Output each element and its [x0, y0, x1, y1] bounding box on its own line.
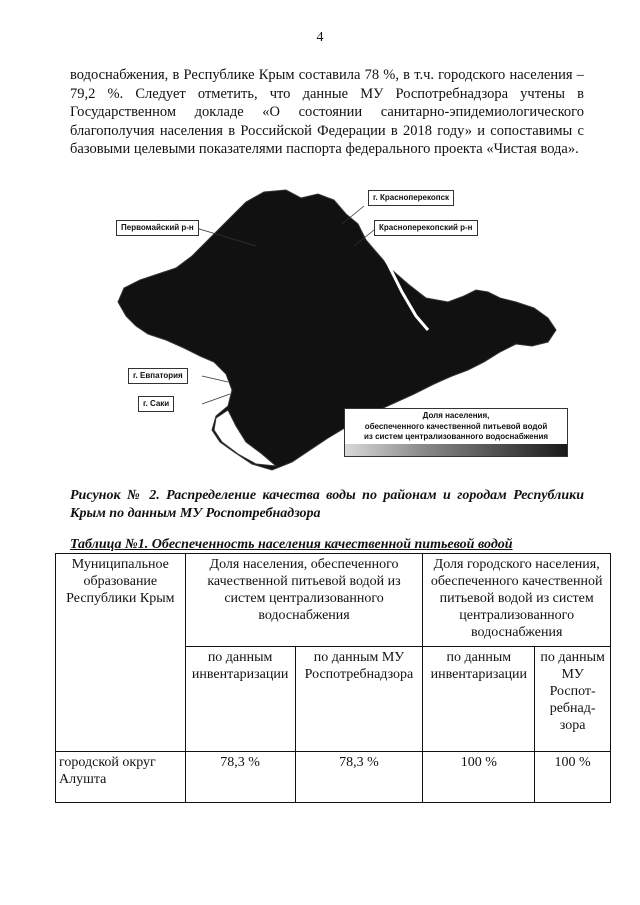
body-paragraph: водоснабжения, в Республике Крым составила 78 %, в т.ч. городского населения – 79,2 %. Следует отметить, что данные МУ Роспотребнадзора учтены в Государственном докладе «О состоянии санитарно-эпидемиологического благополучия населения в Российской Федерации в 2018 году» и сопоставимы с базовыми целевыми показателями паспорта федерального проекта «Чистая вода».	[70, 67, 584, 157]
map-legend	[344, 408, 568, 457]
callout-krasnoperekopsk-city: г. Красноперекопск	[368, 190, 454, 206]
subheader-rpn-2: по данным МУ Роспот-ребнад-зора	[535, 647, 611, 752]
header-urban-population-share: Доля городского населения, обеспеченного качественной питьевой водой из систем централизованного водоснабжения	[423, 554, 611, 647]
table-row	[56, 752, 611, 803]
leader-line	[202, 376, 228, 382]
leader-line	[202, 394, 230, 404]
legend-line-3: из систем централизованного водоснабжения	[363, 432, 549, 441]
page-number: 4	[316, 30, 324, 45]
crimea-map-figure	[96, 180, 576, 475]
water-quality-table	[55, 553, 611, 803]
cell-value: 78,3 %	[295, 752, 423, 803]
header-population-share: Доля населения, обеспеченного качественной питьевой водой из систем централизованного водоснабжения	[185, 554, 423, 647]
legend-line-1: Доля населения,	[422, 411, 490, 420]
callout-krasnoperekopsk-district: Красноперекопский р-н	[374, 220, 478, 236]
cell-value: 100 %	[535, 752, 611, 803]
legend-line-2: обеспеченного качественной питьевой водой	[364, 421, 548, 431]
callout-pervomaisky-district: Первомайский р-н	[116, 220, 199, 236]
table-title: Таблица №1. Обеспеченность населения качественной питьевой водой	[70, 537, 513, 552]
callout-evpatoria: г. Евпатория	[128, 368, 188, 384]
subheader-rpn-1: по данным МУ Роспотребнадзора	[295, 647, 423, 752]
cell-value: 78,3 %	[185, 752, 295, 803]
figure-caption: Рисунок № 2. Распределение качества воды по районам и городам Республики Крым по данным МУ Роспотребнадзора	[70, 488, 584, 521]
cell-value: 100 %	[423, 752, 535, 803]
subheader-inventory-2: по данным инвентаризации	[423, 647, 535, 752]
legend-gradient	[345, 444, 567, 456]
cell-municipality-name: городской округ Алушта	[56, 752, 186, 803]
callout-saki: г. Саки	[138, 396, 174, 412]
table-header-row	[56, 554, 611, 647]
header-municipality: Муниципальное образование Республики Крым	[56, 554, 186, 752]
subheader-inventory-1: по данным инвентаризации	[185, 647, 295, 752]
